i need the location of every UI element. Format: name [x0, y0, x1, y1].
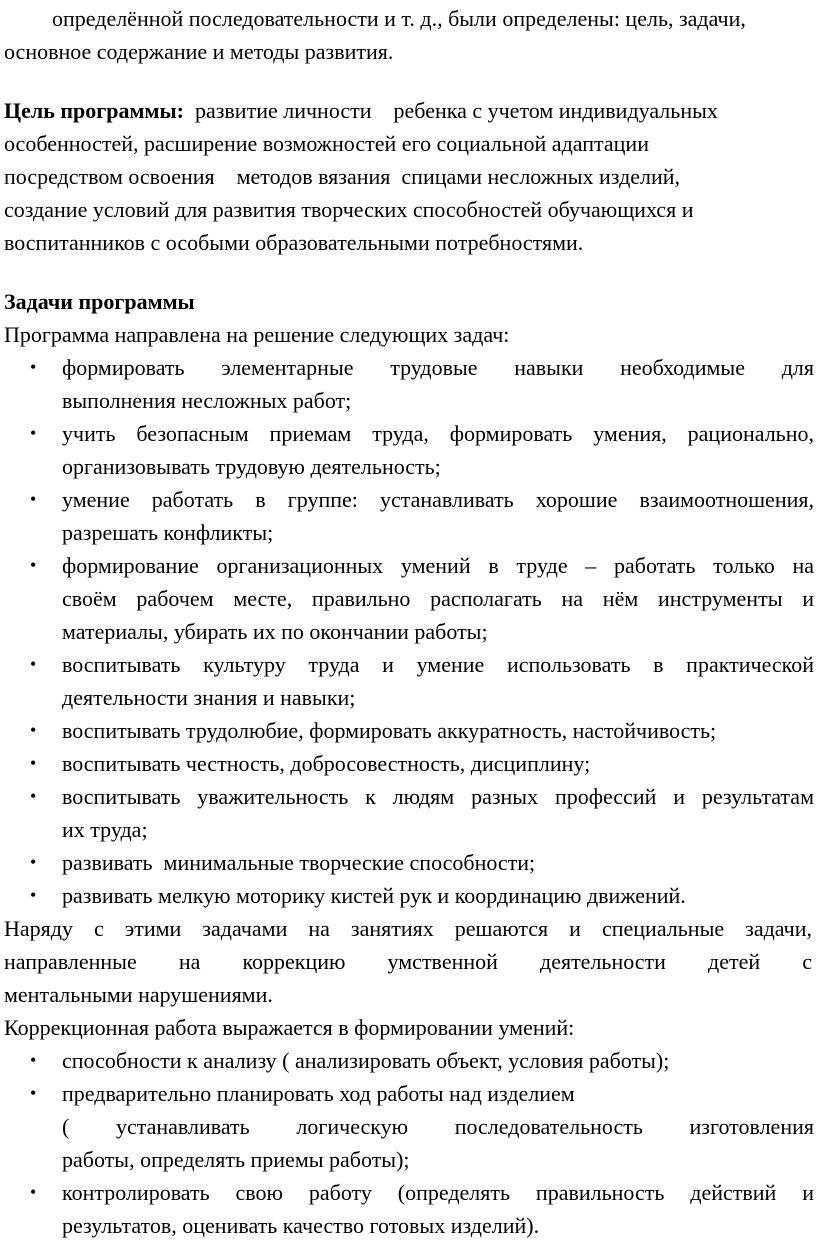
text-line: основное содержание и методы развития.: [4, 39, 394, 64]
correction-intro: Коррекционная работа выражается в формировании умений:: [4, 1015, 575, 1040]
list-item: [4, 483, 813, 549]
text-line: своём рабочем месте, правильно располагать на нём инструменты и: [62, 586, 814, 611]
list-item: [4, 417, 813, 483]
intro-paragraph: [4, 2, 813, 68]
text-line: воспитанников с особыми образовательными потребностями.: [4, 230, 584, 255]
list-item: [4, 351, 813, 417]
text-line: организовывать трудовую деятельность;: [62, 454, 441, 479]
bullet-icon: •: [30, 555, 37, 575]
bullet-icon: •: [30, 720, 37, 740]
list-item: [4, 780, 813, 846]
list-item: [4, 1044, 813, 1077]
bullet-icon: •: [30, 1083, 37, 1103]
bullet-icon: •: [30, 885, 37, 905]
goal-label: Цель программы:: [4, 98, 184, 123]
bullet-icon: •: [30, 423, 37, 443]
bullet-icon: •: [30, 357, 37, 377]
goal-paragraph: [4, 94, 813, 259]
text-line: особенностей, расширение возможностей его социальной адаптации: [4, 131, 649, 156]
bullet-icon: •: [30, 1050, 37, 1070]
bullet-icon: •: [30, 852, 37, 872]
text-line: воспитывать трудолюбие, формировать аккуратность, настойчивость;: [62, 718, 717, 743]
bullet-icon: •: [30, 654, 37, 674]
text-line: направленные на коррекцию умственной деятельности детей с: [4, 949, 812, 974]
text-line: развивать минимальные творческие способности;: [62, 850, 536, 875]
text-line: воспитывать уважительность к людям разных профессий и результатам: [62, 784, 814, 809]
text-line: ( устанавливать логическую последовательность изготовления: [62, 1114, 814, 1139]
list-item: [4, 714, 813, 747]
list-item: [4, 1176, 813, 1242]
bullet-icon: •: [30, 1182, 37, 1202]
text-line: развитие личности ребенка с учетом индивидуальных: [183, 98, 718, 123]
bullet-icon: •: [30, 489, 37, 509]
text-line: умение работать в группе: устанавливать хорошие взаимоотношения,: [62, 487, 814, 512]
tasks-intro: Программа направлена на решение следующих задач:: [4, 322, 510, 347]
bullet-icon: •: [30, 753, 37, 773]
text-line: определённой последовательности и т. д., были определены: цель, задачи,: [52, 6, 746, 31]
text-line: создание условий для развития творческих способностей обучающихся и: [4, 197, 694, 222]
text-line: воспитывать культуру труда и умение использовать в практической: [62, 652, 814, 677]
text-line: их труда;: [62, 817, 148, 842]
text-line: развивать мелкую моторику кистей рук и координацию движений.: [62, 883, 686, 908]
text-line: воспитывать честность, добросовестность, дисциплину;: [62, 751, 591, 776]
text-line: материалы, убирать их по окончании работы;: [62, 619, 488, 644]
correction-list: [4, 1044, 813, 1242]
list-item: [4, 549, 813, 648]
tasks-list: [4, 351, 813, 912]
text-line: ментальными нарушениями.: [4, 982, 273, 1007]
list-item: [4, 879, 813, 912]
text-line: Наряду с этими задачами на занятиях решаются и специальные задачи,: [4, 916, 812, 941]
text-line: формирование организационных умений в труде – работать только на: [62, 553, 814, 578]
text-line: посредством освоения методов вязания спицами несложных изделий,: [4, 164, 681, 189]
text-line: выполнения несложных работ;: [62, 388, 352, 413]
list-item: [4, 747, 813, 780]
text-line: результатов, оценивать качество готовых изделий).: [62, 1213, 540, 1238]
list-item: [4, 1077, 813, 1176]
tasks-heading: Задачи программы: [4, 289, 195, 314]
text-line: предварительно планировать ход работы над изделием: [62, 1081, 575, 1106]
text-line: формировать элементарные трудовые навыки необходимые для: [62, 355, 814, 380]
list-item: [4, 846, 813, 879]
bullet-icon: •: [30, 786, 37, 806]
text-line: контролировать свою работу (определять правильность действий и: [62, 1180, 814, 1205]
special-paragraph: [4, 912, 813, 1011]
text-line: работы, определять приемы работы);: [62, 1147, 410, 1172]
text-line: учить безопасным приемам труда, формировать умения, рационально,: [62, 421, 814, 446]
text-line: разрешать конфликты;: [62, 520, 274, 545]
text-line: способности к анализу ( анализировать объект, условия работы);: [62, 1048, 670, 1073]
list-item: [4, 648, 813, 714]
text-line: деятельности знания и навыки;: [62, 685, 356, 710]
